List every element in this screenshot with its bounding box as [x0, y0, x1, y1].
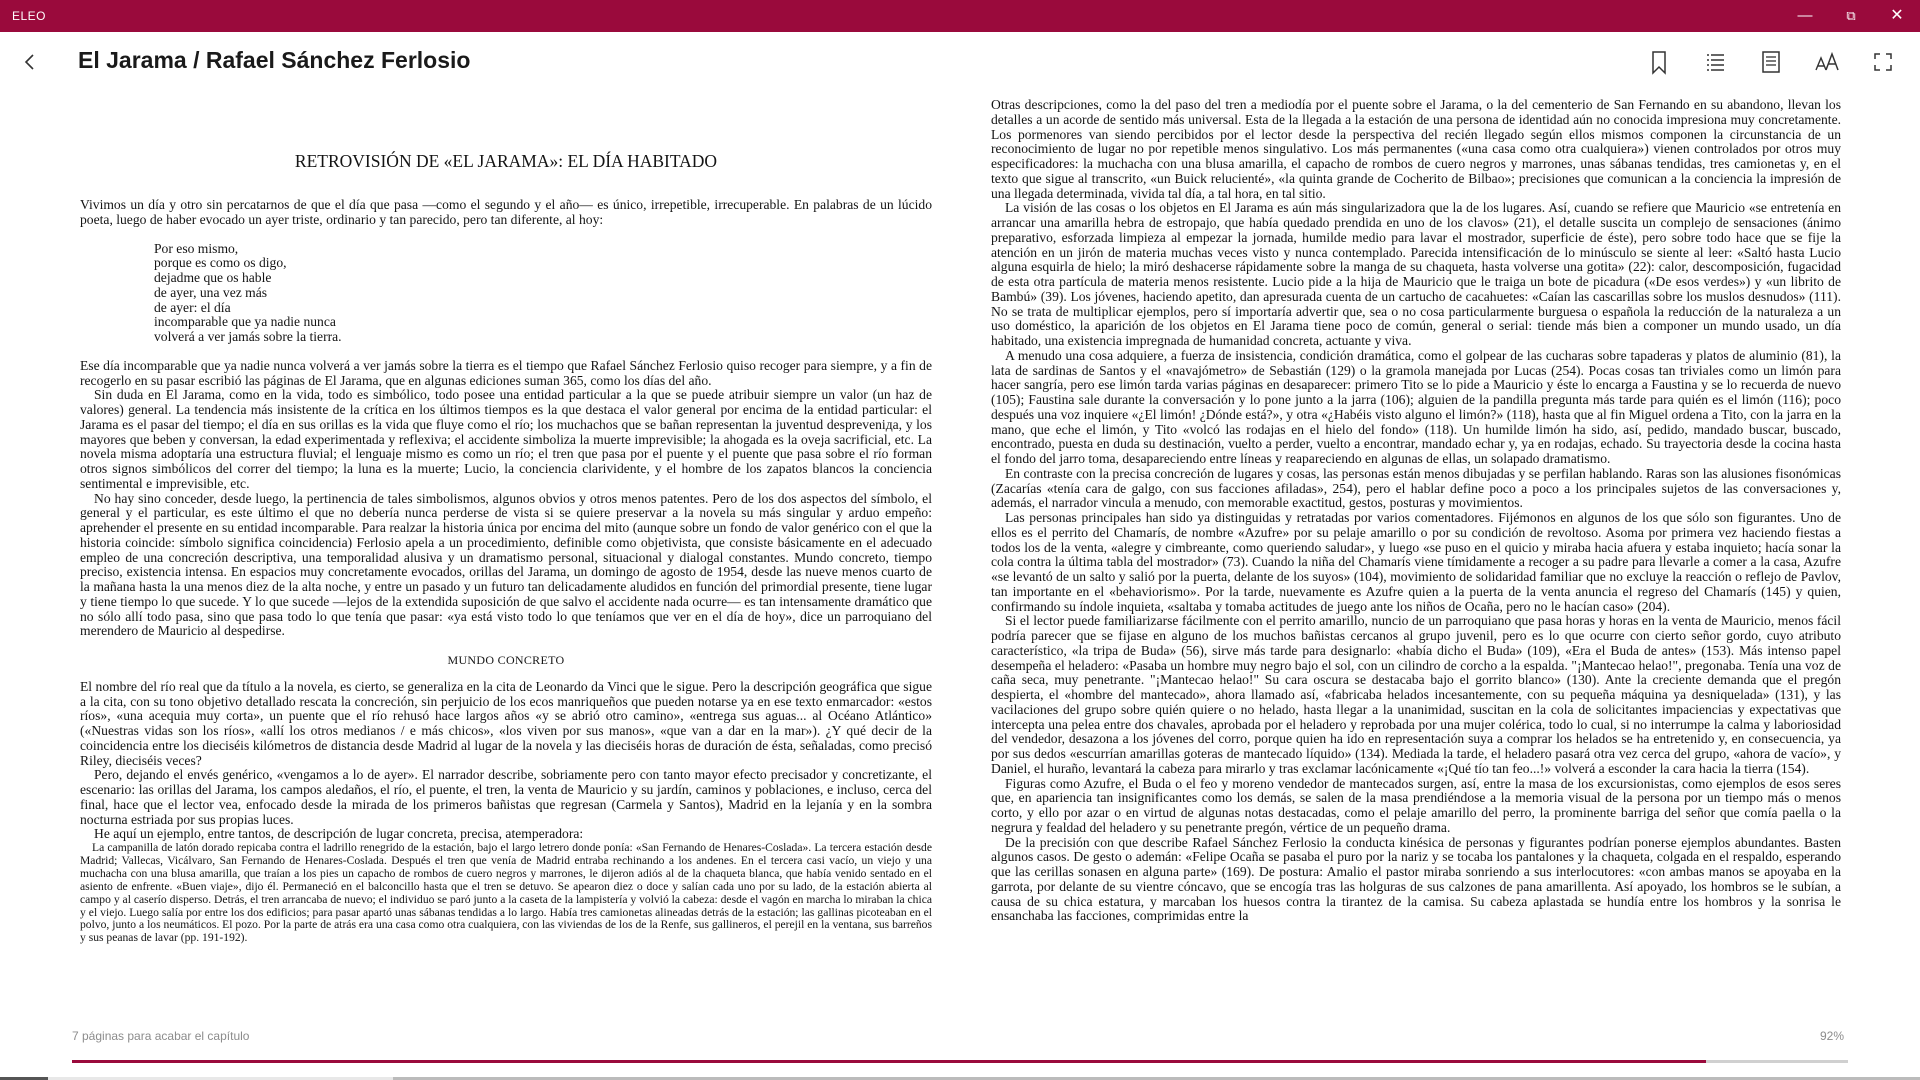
left-page [80, 150, 932, 945]
font-size-icon[interactable] [1811, 46, 1843, 78]
notes-icon[interactable] [1755, 46, 1787, 78]
right-page [991, 98, 1841, 924]
fullscreen-icon[interactable] [1867, 46, 1899, 78]
block-quote: La campanilla de latón dorado repicaba contra el ladrillo renegrido de la estación, bajo el largo letrero donde ponía: «San Fernando de Henares-Coslada». La tercera estación desde Madrid; Vallecas, Vicálvaro, San Fernando de Henares-Coslada. Después el tren que venía de Madrid entraba rechinando a los andenes. En el tercera casi vacío, un viejo y una muchacha con una blusa amarilla, que traían a los pies un capacho de rombos de cuero negros y marrones, le dijeron adiós al de la chaqueta blanca, que había venido sentado en el asiento de enfrente. «Buen viaje», dijo él. Permaneció en el balconcillo hasta que el tren se detuvo. Se apearon diez o doce y salían cada uno por su lado, de la estación abierta al campo y al caserío disperso. Detrás, el tren arrancaba de nuevo; el individuo se paró junto a la caseta de la lampistería y volvió la cabeza: desde el vagón en marcha lo miraban la chica y el viejo. Luego salía por entre los dos edificios; para pasar apartó unas sábanas tendidas a lo largo. Había tres camionetas alineadas detrás de la estación; las gallinas picoteaban en el polvo, junto a los neumáticos. El pozo. Por la parte de atrás era una casa como otra cualquiera, con las viviendas de los de la Renfe, sus gallineros, el perejil en la ventana, sus barreños y sus peanas de lavar (pp. 191-192). [80, 841, 932, 945]
paragraph: Pero, dejando el envés genérico, «vengamos a lo de ayer». El narrador describe, sobriamente pero con tanto mayor efecto precisador y concretizante, el escenario: las orillas del Jarama, los campos aledaños, el río, el puente, el tren, la venta de Mauricio y su jardín, caminos y poblaciones, e incluso, cerca del final, hace que el lector vea, enfocado desde la mirada de los primeros bañistas que regresan (Carmela y Santos), Madrid en la lejanía y en la sombra nocturna estriada por sus propias luces. [80, 767, 932, 827]
paragraph: De la precisión con que describe Rafael Sánchez Ferlosio la conducta kinésica de personas y figurantes podrían ponerse ejemplos abundantes. Basten algunos casos. De gesto o ademán: «Felipe Ocaña se pasaba el puro por la nariz y se tocaba los pantalones y la chaqueta, colgada en el respaldo, esperando que las cerillas sonasen en alguna parte» (169). De postura: Amalio el pastor miraba sonriendo a sus interlocutores: «con ambas manos se apoyaba en la garrota, por delante de su vientre cóncavo, que se encogía tras las holguras de sus calzones de pana amarillenta. Así apoyado, los hombros se le subían, a causa de su chica estatura, y marcaban los huesos contra la tirantez de la camisa. Su cabeza aplastada se hundía entre los hombros y la sonrisa le ensanchaba las facciones, comprimidas entre la [991, 834, 1841, 924]
title-bar [0, 0, 1920, 32]
paragraph: Si el lector puede familiarizarse fácilmente con el perrito amarillo, nuncio de un parroquiano que pasa horas y horas en la venta de Mauricio, menos fácil podría parecer que se fijase en alguno de los muchos bañistas cercanos al grupo juvenil, pero es lo que ocurre con cierto señor gordo, cuyo atributo característico, «la tripa de Buda» (56), sirve más tarde para designarlo: «había dicho el Buda» (109), «Era el Buda de antes» (153). Más intenso papel desempeña el heladero: «Pasaba un hombre muy negro bajo el sol, con un cilindro de corcho a la espalda. "¡Mantecao helao!", pregonaba. Tenía una voz de caña seca, muy penetrante. "¡Mantecao helao!" Su cara oscura se destacaba bajo el gorrito blanco» (130). Ante la creciente demanda que el pregón despierta, el «hombre del mantecado», ahora llamado así, «fabricaba helados incesantemente, con su pequeña máquina ya desniquelada» (131), y las vacilaciones del grupo sobre quién quiere o no helado, hasta llegar a la unanimidad, suscitan en la cola de solicitantes impaciencias y expectativas que intercepta una pelea entre dos chavales, aprobada por el heladero y reprobada por una mujer colérica, todo lo cual, si no interrumpe la calma y laboriosidad del vendedor, desazona a los jóvenes del corro, porque quien ha ido en representación suya a comprar los helados se ha entretenido y, en consecuencia, ya por sus dedos «escurrían amarillas goteras de mantecado líquido» (134). Mediada la tarde, el heladero pasará otra vez cerca del grupo, «ahora de vacío», y Daniel, el huraño, levantará la cabeza para mirarlo y tras exclamar lacónicamente «¡Qué tío tan feo...!» volverá a esconder la cara hacia la tierra (154). [991, 613, 1841, 776]
paragraph: Vivimos un día y otro sin percatarnos de que el día que pasa —como el segundo y el año— es único, irrepetible, irrecuperable. En palabras de un lúcido poeta, luego de haber evocado un ayer triste, ordinario y tan parecido, pero tan diferente, al hoy: [80, 197, 932, 227]
paragraph: En contraste con la precisa concreción de lugares y cosas, las personas están menos dibujadas y se perfilan hablando. Raras son las alusiones fisonómicas (Zacarías «tenía cara de galgo, con sus facciones afiladas», 254), pero el hablar define poco a poco a los principales sujetos de las conversaciones y, además, el narrador vincula a menudo, con memorable exactitud, gestos, posturas y movimientos. [991, 465, 1841, 511]
reader-header [0, 32, 1920, 90]
bookmark-icon[interactable] [1643, 46, 1675, 78]
poem-line: porque es como os digo, [154, 255, 287, 271]
table-of-contents-icon[interactable] [1699, 46, 1731, 78]
poem-quote [154, 242, 932, 345]
paragraph: La visión de las cosas o los objetos en El Jarama es aún más singularizadora que la de los lugares. Así, cuando se refiere que Mauricio «se entretenía en arrancar una amarilla hebra de estropajo, que había quedado prendida en uno de los clavos» (21), el detalle suscita un complejo de sensaciones (ánimo preparativo, esforzada limpieza al empezar la jornada, humilde medio para lavar el mostrador, superficie de éste), pero sobre todo hace que se fije la atención en un jirón de materia muchas veces visto y nunca contemplado. Parecida intensificación de lo minúsculo se siente al leer: «Saltó hasta Lucio alguna esquirla de hielo; la miró deshacerse rápidamente sobre la manga de su chaqueta, hasta volverse una gotita» (22): calor, descomposición, fugacidad de esta otra partícula de materia menos resistente. Lucio pide a la hija de Mauricio que le traiga un bote de picadura («De esos verdes») y «un librito de Bambú» (39). Los jóvenes, haciendo apetito, dan apresurada cuenta de un cartucho de cacahuetes: «Caían las cascarillas sobre los muslos desnudos» (111). No se trata de multiplicar ejemplos, pero sí importaría advertir que, sea o no cosa particularmente burguesa o española la reducción de la naturaleza a un uso doméstico, la aparición de los objetos en El Jarama tiene poco de común, general o serial: tiende más bien a componer un mundo usado, un día habitado, una existencia impregnada de humanidad concreta, actuante y viva. [991, 200, 1841, 348]
restore-icon[interactable]: ⧉ [1846, 8, 1856, 23]
poem-line: incomparable que ya nadie nunca [154, 314, 336, 330]
app-name: ELEO [12, 9, 47, 23]
paragraph: A menudo una cosa adquiere, a fuerza de insistencia, condición dramática, como el golpear de las cucharas sobre tapaderas y platos de aluminio (81), la lata de sardinas de Santos y el «navajómetro» de Sebastián (129) o la gramola manejada por Lucas (254). Pocas cosas tan triviales como un limón para hacer sangría, pero ese limón tarda varias páginas en desaparecer: primero Tito se lo pide a Mauricio y éste lo encarga a Faustina y se lo recuerda de nuevo (105); Faustina sale durante la conversación y lo pone junto a la jarra (106); alguien de la pandilla pregunta más tarde para quién es el limón (116); poco después una voz inquiere «¿El limón! ¿Dónde está?», y otra «¿Habéis visto alguno el limón?» (118), hasta que al fin Miguel ordena a Tito, con la jarra en la mano, que eche el limón, y Tito «volcó las rodajas en el hielo del fondo» (118). Un humilde limón ha sido, así, pedido, mandado buscar, buscado, encontrado, puesta en duda su destinación, vuelto a perder, vuelto a encontrar, mandado echar y, ya en rodajas, echado. Su trayectoria desde la cocina hasta el fondo del jarro toma, desapareciendo entre líneas y reapareciendo en algunas de ellas, un solapado dramatismo. [991, 347, 1841, 466]
progress-percent: 92% [1820, 1029, 1845, 1043]
paragraph: Sin duda en El Jarama, como en la vida, todo es simbólico, todo posee una entidad particular a la que se puede atribuir siempre un valor (un haz de valores) general. La tendencia más insistente de la crítica en los últimos tiempos es la que destaca el valor general por encima de la entidad particular: el Jarama es el pasar del tiempo; el día en sus orillas es la vida que fluye como el río; los muchachos que se bañan representan la juventud despreveniда, y los mayores que beben y conversan, la edad experimentada y reflexiva; el accidente simboliza la muerte imprevisible; la ahogada es la oveja sacrificial, etc. La novela misma adoptaría una estructura fluvial; el lenguaje mismo es como un río; el tren que pasa por el puente y el puente que pasa sobre el río forman otros signos simbólicos del correr del tiempo; la luna es la muerte; Lucio, la conciencia clarividente, y el hombre de los zapatos blancos la conciencia sentimental e imprevisible, etc. [80, 387, 932, 491]
chapter-title: RETROVISIÓN DE «EL JARAMA»: EL DÍA HABITADO [294, 151, 718, 171]
minimize-icon[interactable]: — [1797, 7, 1813, 24]
paragraph: Figuras como Azufre, el Buda o el feo y moreno vendedor de mantecados surgen, así, entre la masa de los excursionistas, como ejemplos de esos seres que, en apariencia tan insignificantes como los demás, se salen de la masa prendiéndose a la memoria visual de la persona por un tiempo más o menos corto, y ello por azar o en virtud de algunas notas destacadas, como el pelaje amarillo del perro, la prominente barriga del señor que comía paella o la negrura y fealdad del heladero y su penetrante pregón, vértice de un pequeño drama. [991, 775, 1841, 835]
reading-progress-fill [72, 1060, 1706, 1063]
paragraph: He aquí un ejemplo, entre tantos, de descripción de lugar concreta, precisa, atemperadora: [94, 826, 584, 842]
poem-line: volverá a ver jamás sobre la tierra. [154, 329, 342, 344]
paragraph: No hay sino conceder, desde luego, la pertinencia de tales simbolismos, algunos obvios y otros menos patentes. Pero de los dos aspectos del símbolo, el general y el particular, es este último el que no debería nunca perderse de vista si se quiere preservar a la novela su más singular y arduo empeño: aprehender el presente en su entidad incomparable. Para realzar la historia única por encima del mito (aunque sobre un fondo de valor genérico con el que la historia coincide: símbolo significa coincidencia) Ferlosio apela a un procedimiento, definible como objetivista, que consiste básicamente en el adecuado empleo de una concreción descriptiva, una temporalidad alusiva y un dramatismo personal, situacional y dialogal constantes. Mundo concreto, tiempo preciso, existencia intensa. En espacios muy concretamente evocados, orillas del Jarama, un domingo de agosto de 1954, desde las nueve menos cuarto de la mañana hasta la una menos diez de la alta noche, y entre un pasado y un futuro tan delicadamente aludidos en función del primordial presente, tiene lugar y tiene tiempo lo que sucede. Y lo que sucede —lejos de la extendida suposición de que salvo el accidente nada ocurre— es tan intensamente dramático que no sólo allí todo pasa, sino que pasa todo lo que tenía que pasar: «ya está visto todo lo que teníamos que ver en el día de hoy», dice un parroquiano del merendero de Mauricio al despedirse. [80, 490, 932, 639]
paragraph: El nombre del río real que da título a la novela, es cierto, se generaliza en la cita de Leonardo da Vinci que le sigue. Pero la descripción geográfica que sigue a la cita, con su tono objetivo detallado rescata la concreción, sin perjuicio de los ecos manriqueños que pueden notarse ya en ese texto enmarcador: «estos ríos», «una acequia muy corta», un puente que el río rehusó hace largos años «y se abrió otro camino», «entrega sus aguas... al Océano Atlántico» («Nuestras vidas son los ríos», «allí los otros medianos / e más chicos», «los viven por sus manos», «que van a dar en la mar»). ¿Y qué decir de la coincidencia entre los dieciséis kilómetros de distancia desde Madrid al lugar de la novela y las dieciséis horas de duración de ésta, señaladas, como precisó Riley, dieciséis veces? [80, 678, 932, 768]
close-icon[interactable]: ✕ [1890, 7, 1904, 24]
paragraph: Las personas principales han sido ya distinguidas y retratadas por varios comentadores. Fijémonos en algunos de los que sólo son figurantes. Uno de ellos es el perrito del Chamarís, de nombre «Azufre» por su pelaje amarillo o por su condición de revoltoso. Asoma por primera vez haciendo fiestas a todos los de la venta, «alegre y cimbreante, como queriendo saludar», y luego «se puso en el quicio y miraba hacia afuera y estaba inquieto; hacía sonar la cola contra la última tabla del mostrador» (73). Cuando la niña del Chamarís viene tímidamente a recoger a su padre para llevarle a comer a la casa, Azufre «se levantó de un salto y salió por la puerta, delante de los suyos» (104), movimiento de solidaridad familiar que no excluye la reacción o reflejo de Pavlov, tan importante en el «behaviorismo». Por la tarde, nuevamente es Azufre quien a la puerta de la venta anuncia el regreso del Chamarís (145) y quien, confirmando su índole inquieta, «saltaba y tomaba actitudes de juego ante los niños de Ocaña, pero no le hacían caso» (204). [991, 510, 1841, 614]
book-title: El Jarama / Rafael Sánchez Ferlosio [78, 47, 471, 73]
poem-line: de ayer: el día [154, 299, 231, 315]
paragraph: Ese día incomparable que ya nadie nunca volverá a ver jamás sobre la tierra es el tiempo que Rafael Sánchez Ferlosio quiso recoger para siempre, y a fin de recogerlo en su pasar escribió las páginas de El Jarama, que en algunas ediciones suman 365, como los días del año. [80, 357, 932, 388]
paragraph: Otras descripciones, como la del paso del tren a mediodía por el puente sobre el Jarama, o la del cementerio de San Fernando en su abandono, llevan los detalles a un acorde de sentido más universal. Esta de la llegada a la estación de una persona de identidad aún no conocida impresiona muy concretamente. Los pormenores van siendo percibidos por el lector desde la perspectiva del recién llegado según ellos mismos componen la circunstancia de un reconocimiento de lugar no por repetible menos singulativo. Los más permanentes («una casa como otra cualquiera») vienen controlados por otros muy especificadores: la muchacha con una blusa amarilla, el capacho de rombos de cuero negros y marrones, unas sábanas tendidas, tres camionetas y, en el texto que sigue al transcrito, «un Buick relucienté», «la quinta grande de Cocherito de Bilbao»; precisiones que comunican a la conciencia la impresión de una llegada determinada, vivida tal día, a tal hora, en tal sitio. [991, 97, 1841, 201]
reading-progress-bar[interactable] [72, 1060, 1848, 1063]
poem-line: de ayer, una vez más [154, 284, 268, 300]
back-arrow-icon[interactable] [14, 46, 46, 78]
poem-line: Por eso mismo, [154, 240, 239, 256]
pages-remaining: 7 páginas para acabar el capítulo [72, 1029, 250, 1043]
section-title: MUNDO CONCRETO [447, 653, 565, 667]
poem-line: dejadme que os hable [154, 270, 272, 285]
